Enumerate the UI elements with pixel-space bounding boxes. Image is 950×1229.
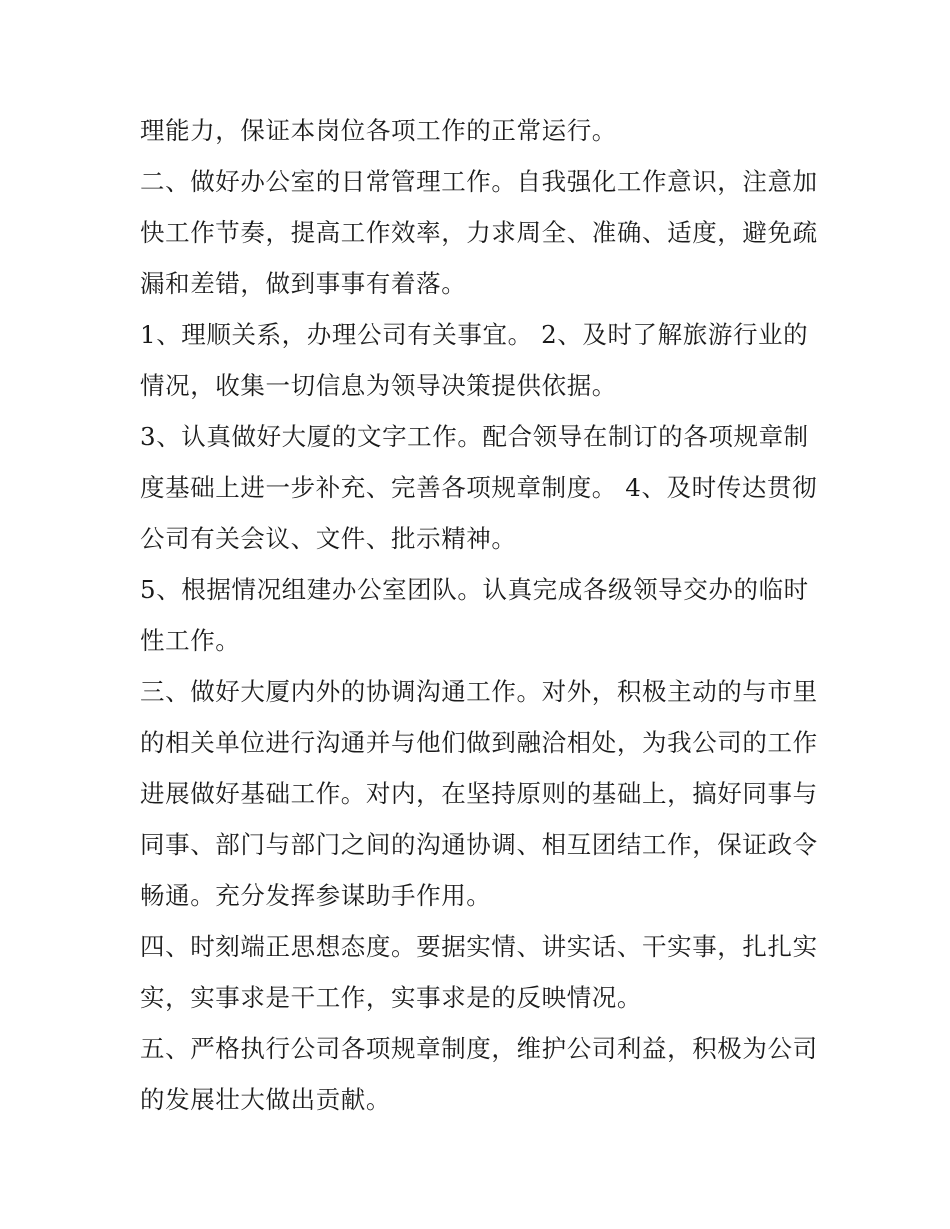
text-line: 的相关单位进行沟通并与他们做到融洽相处，为我公司的工作	[140, 728, 818, 757]
text-line: 实，实事求是干工作，实事求是的反映情况。	[140, 983, 642, 1012]
text-line: 1、理顺关系，办理公司有关事宜。 2、及时了解旅游行业的	[140, 320, 809, 349]
text-line: 性工作。	[140, 626, 241, 655]
text-line: 三、做好大厦内外的协调沟通工作。对外，积极主动的与市里	[140, 677, 818, 706]
text-line: 公司有关会议、文件、批示精神。	[140, 524, 517, 553]
text-line: 3、认真做好大厦的文字工作。配合领导在制订的各项规章制	[140, 422, 809, 451]
text-line: 理能力，保证本岗位各项工作的正常运行。	[140, 116, 617, 145]
text-line: 5、根据情况组建办公室团队。认真完成各级领导交办的临时	[140, 575, 809, 604]
text-line: 四、时刻端正思想态度。要据实情、讲实话、干实事，扎扎实	[140, 932, 818, 961]
text-line: 五、严格执行公司各项规章制度，维护公司利益，积极为公司	[140, 1034, 818, 1063]
text-line: 进展做好基础工作。对内，在坚持原则的基础上，搞好同事与	[140, 779, 818, 808]
text-line: 度基础上进一步补充、完善各项规章制度。 4、及时传达贯彻	[140, 473, 818, 502]
text-line: 的发展壮大做出贡献。	[140, 1085, 391, 1114]
text-line: 情况，收集一切信息为领导决策提供依据。	[140, 371, 617, 400]
text-line: 同事、部门与部门之间的沟通协调、相互团结工作，保证政令	[140, 830, 818, 859]
text-line: 漏和差错，做到事事有着落。	[140, 269, 467, 298]
text-line: 畅通。充分发挥参谋助手作用。	[140, 881, 492, 910]
document-body	[140, 105, 820, 1125]
text-line: 快工作节奏，提高工作效率，力求周全、准确、适度，避免疏	[140, 218, 818, 247]
text-line: 二、做好办公室的日常管理工作。自我强化工作意识，注意加	[140, 167, 818, 196]
